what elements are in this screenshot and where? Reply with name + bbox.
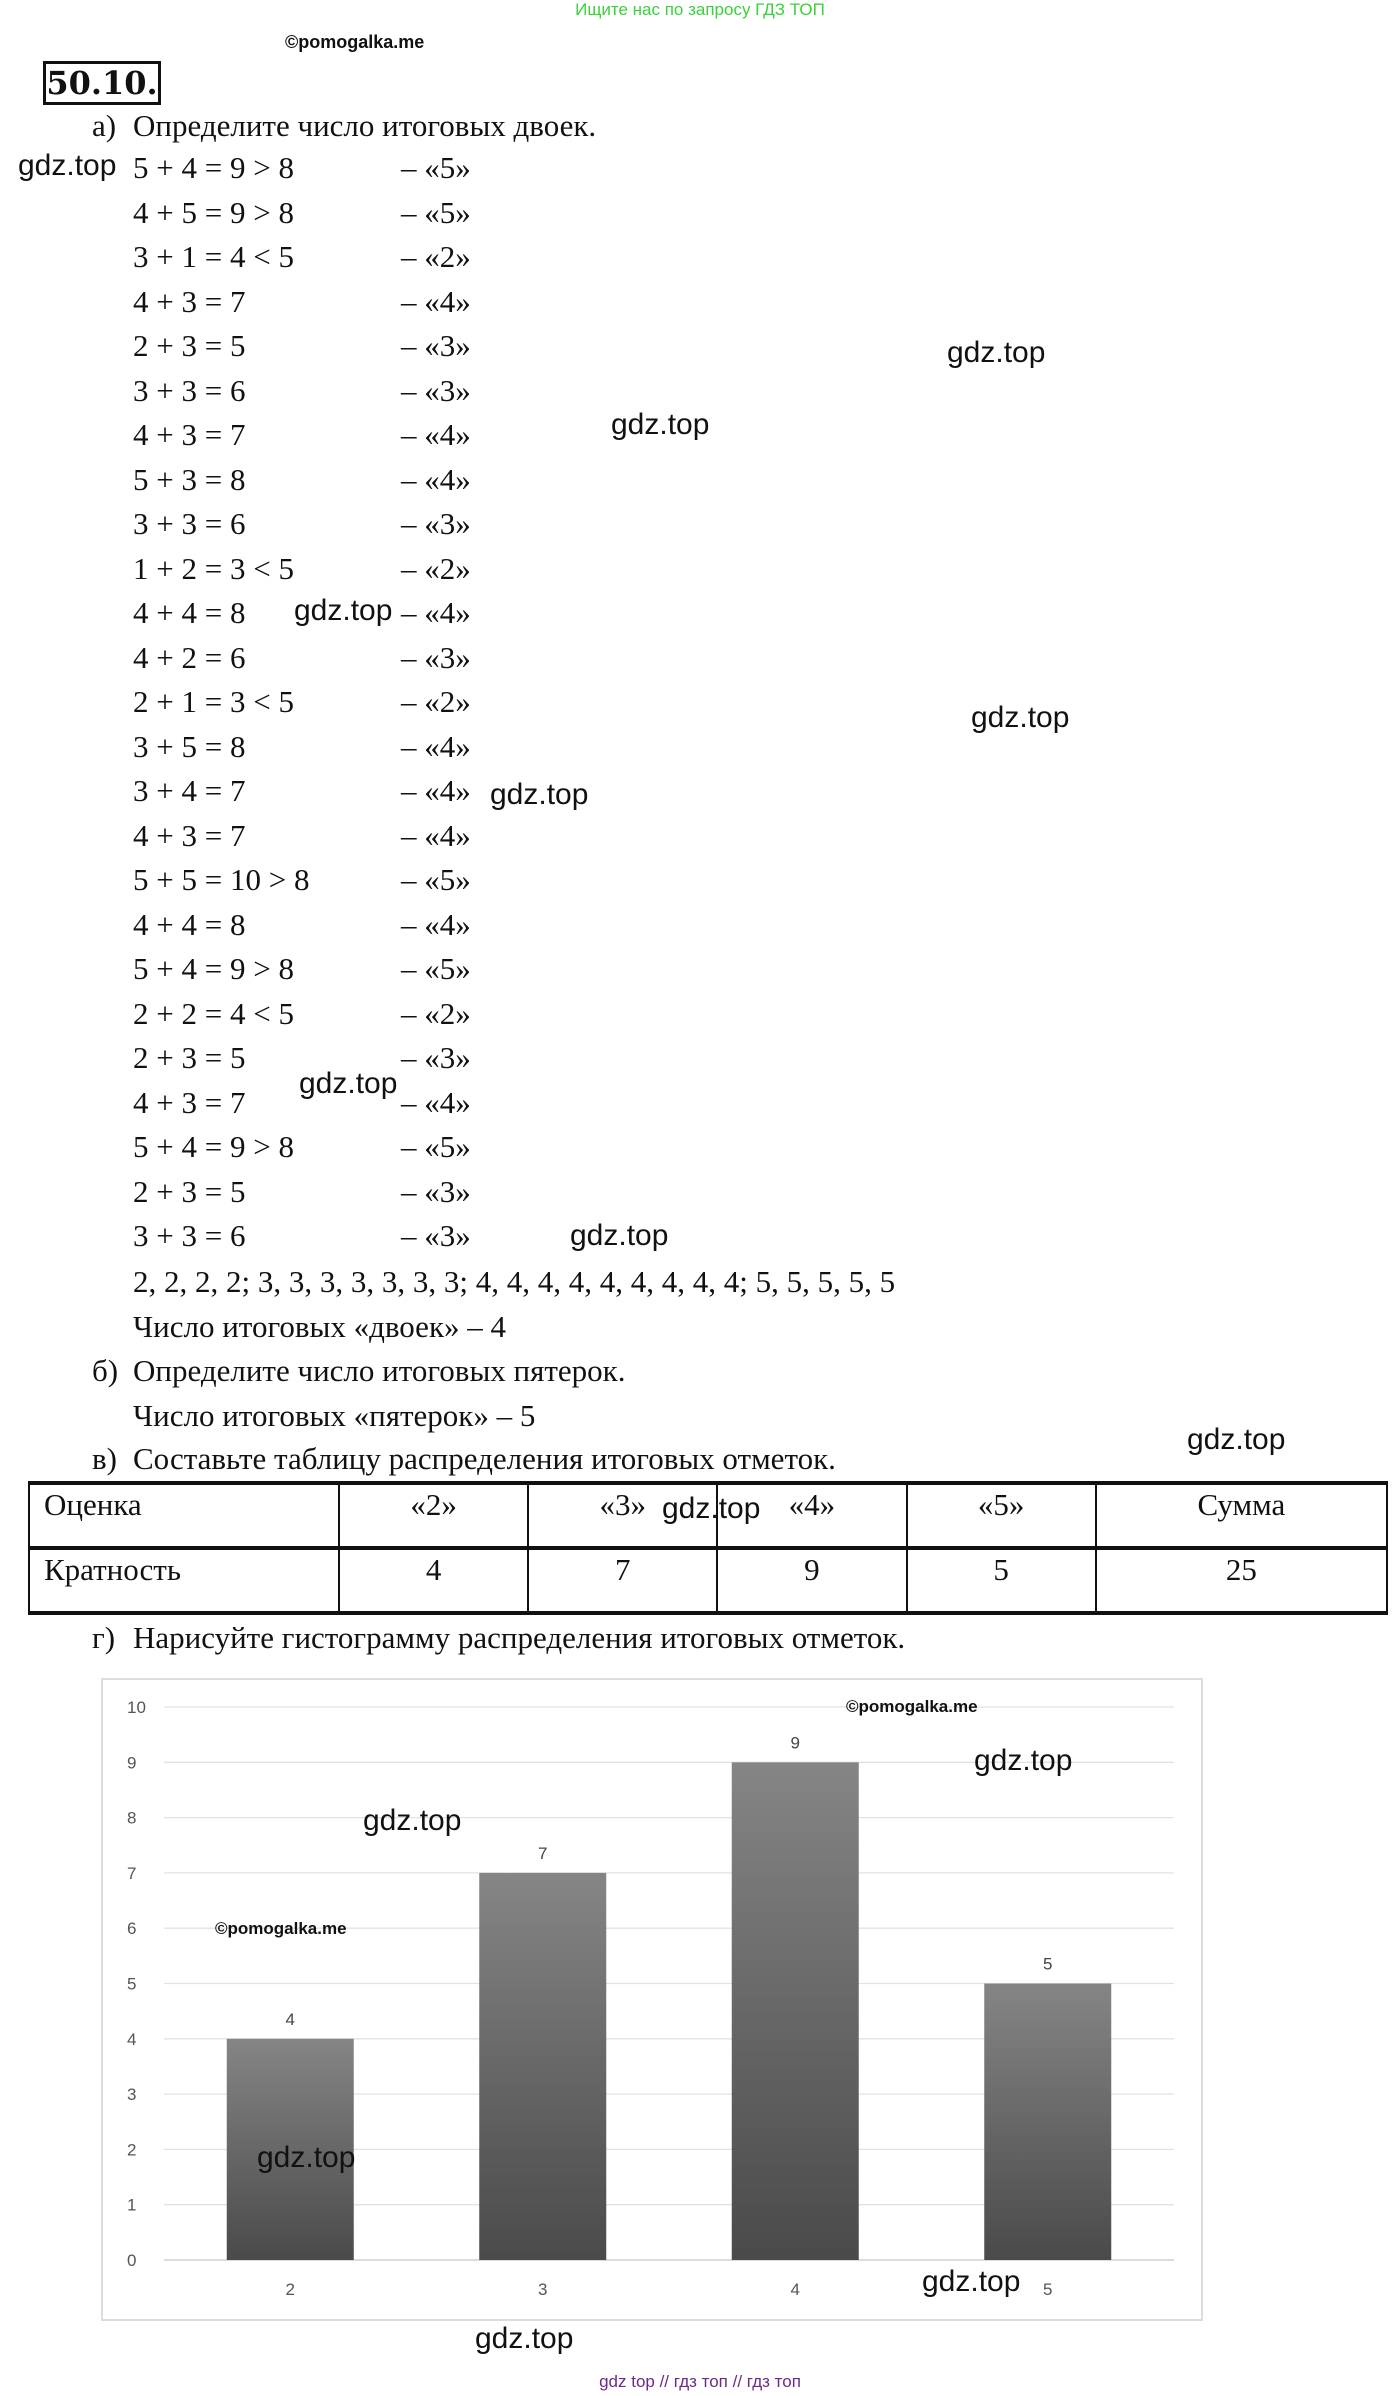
part-v-title: Составьте таблицу распределения итоговых отметок. (133, 1441, 836, 1476)
calculation-grade: – «3» (401, 1218, 471, 1253)
gdz-watermark: gdz.top (363, 1804, 462, 1837)
grade-sequence: 2, 2, 2, 2; 3, 3, 3, 3, 3, 3, 3; 4, 4, 4, 4, 4, 4, 4, 4, 4; 5, 5, 5, 5, 5 (133, 1264, 896, 1299)
calculation-grade: – «2» (401, 684, 471, 719)
y-tick-label: 0 (127, 2251, 137, 2270)
gdz-watermark: gdz.top (922, 2265, 1021, 2298)
y-tick-label: 8 (127, 1808, 137, 1828)
bar-value-label: 5 (1043, 1954, 1053, 1974)
part-g-title: Нарисуйте гистограмму распределения итоговых отметок. (133, 1620, 906, 1655)
copyright-watermark: ©pomogalka.me (285, 32, 425, 52)
task-number: 50.10. (43, 61, 161, 105)
calculation-grade: – «5» (401, 194, 471, 230)
footer-links[interactable]: gdz top // гдз топ // гдз топ (599, 2372, 801, 2391)
y-tick-label: 7 (127, 1863, 137, 1883)
gdz-watermark: gdz.top (570, 1219, 669, 1252)
calculation-expression: 3 + 3 = 6 (133, 1218, 246, 1253)
part-a-label: а) (92, 108, 117, 143)
table-row (29, 1548, 1387, 1613)
table-cell: «5» (907, 1483, 1096, 1548)
y-tick-label: 10 (127, 1698, 146, 1717)
y-tick-label: 4 (127, 2029, 137, 2049)
calculation-expression: 4 + 3 = 7 (133, 283, 246, 319)
calculation-grade: – «4» (401, 283, 471, 319)
x-tick-label: 2 (285, 2280, 295, 2299)
bar-value-label: 9 (790, 1733, 800, 1753)
calculation-expression: 3 + 1 = 4 < 5 (133, 239, 294, 274)
calculation-expression: 4 + 4 = 8 (133, 595, 246, 630)
calculation-grade: – «3» (401, 372, 471, 408)
gdz-watermark: gdz.top (18, 149, 117, 182)
calculation-grade: – «4» (401, 817, 471, 853)
calculation-grade: – «5» (401, 1129, 471, 1164)
calculation-grade: – «4» (401, 773, 471, 808)
bar-value-label: 7 (538, 1843, 548, 1863)
table-cell: «3» (528, 1483, 717, 1548)
calculation-expression: 4 + 3 = 7 (133, 417, 246, 452)
calculation-grade: – «4» (401, 461, 471, 497)
calculation-expression: 3 + 3 = 6 (133, 506, 246, 541)
part-v-label: в) (92, 1441, 117, 1476)
calculation-grade: – «3» (401, 639, 471, 675)
calculation-expression: 5 + 4 = 9 > 8 (133, 1129, 294, 1164)
calculation-grade: – «4» (401, 906, 471, 942)
calculation-expression: 3 + 4 = 7 (133, 773, 246, 808)
calculation-grade: – «2» (401, 239, 471, 274)
calculation-grade: – «2» (401, 550, 471, 586)
calculation-expression: 5 + 3 = 8 (133, 461, 246, 497)
calculation-grade: – «4» (401, 1084, 471, 1120)
calculation-expression: 4 + 2 = 6 (133, 639, 246, 675)
gdz-watermark: gdz.top (947, 336, 1046, 369)
calculation-expression: 5 + 4 = 9 > 8 (133, 150, 294, 185)
calculation-expression: 2 + 3 = 5 (133, 328, 246, 363)
calculation-expression: 4 + 4 = 8 (133, 906, 246, 942)
calculation-expression: 1 + 2 = 3 < 5 (133, 550, 294, 586)
gdz-watermark: gdz.top (662, 1492, 761, 1525)
calculation-expression: 2 + 2 = 4 < 5 (133, 995, 294, 1031)
gdz-watermark: gdz.top (490, 778, 589, 811)
calculation-grade: – «4» (401, 595, 471, 630)
y-tick-label: 6 (127, 1919, 137, 1939)
calculation-expression: 2 + 3 = 5 (133, 1040, 246, 1075)
gdz-watermark: gdz.top (611, 408, 710, 441)
x-tick-label: 3 (538, 2280, 548, 2299)
calculation-expression: 4 + 5 = 9 > 8 (133, 194, 294, 230)
calculation-expression: 2 + 1 = 3 < 5 (133, 684, 294, 719)
gdz-watermark: gdz.top (299, 1067, 398, 1100)
table-cell: 5 (907, 1548, 1096, 1613)
chart-copyright-watermark: ©pomogalka.me (846, 1697, 978, 1716)
y-tick-label: 2 (127, 2140, 137, 2160)
part-b-title: Определите число итоговых пятерок. (133, 1353, 626, 1388)
y-tick-label: 9 (127, 1753, 137, 1773)
calculation-grade: – «3» (401, 328, 471, 363)
y-tick-label: 3 (127, 2085, 137, 2105)
bar (732, 1762, 859, 2260)
search-hint-link[interactable]: Ищите нас по запросу ГДЗ ТОП (575, 0, 825, 19)
x-tick-label: 5 (1043, 2280, 1053, 2299)
bar-value-label: 4 (285, 2009, 295, 2029)
table-cell: 4 (339, 1548, 528, 1613)
x-tick-label: 4 (790, 2280, 800, 2299)
chart-copyright-watermark-2: ©pomogalka.me (215, 1919, 347, 1938)
table-cell: «4» (717, 1483, 906, 1548)
calculation-grade: – «5» (401, 150, 471, 185)
calculation-grade: – «5» (401, 951, 471, 986)
calculation-grade: – «4» (401, 728, 471, 764)
y-tick-label: 1 (127, 2195, 137, 2215)
part-g-label: г) (92, 1620, 116, 1655)
calculation-grade: – «3» (401, 506, 471, 541)
calculation-grade: – «4» (401, 417, 471, 452)
calculation-expression: 5 + 4 = 9 > 8 (133, 951, 294, 986)
calculation-expression: 3 + 3 = 6 (133, 372, 246, 408)
gdz-watermark: gdz.top (294, 594, 393, 627)
gdz-watermark: gdz.top (475, 2322, 574, 2355)
calculation-grade: – «2» (401, 995, 471, 1031)
table-cell: Сумма (1096, 1483, 1387, 1548)
bar (479, 1873, 606, 2260)
calculation-expression: 4 + 3 = 7 (133, 1084, 246, 1120)
gdz-watermark: gdz.top (257, 2141, 356, 2174)
calculation-expression: 5 + 5 = 10 > 8 (133, 862, 310, 897)
table-cell: 25 (1096, 1548, 1387, 1613)
bar (984, 1984, 1111, 2261)
part-a-answer: Число итоговых «двоек» – 4 (133, 1309, 506, 1344)
gdz-watermark: gdz.top (1187, 1423, 1286, 1456)
calculation-grade: – «3» (401, 1173, 471, 1209)
table-cell: Кратность (29, 1548, 339, 1613)
part-b-answer: Число итоговых «пятерок» – 5 (133, 1398, 536, 1433)
table-cell: «2» (339, 1483, 528, 1548)
gdz-watermark: gdz.top (974, 1744, 1073, 1777)
calculation-expression: 2 + 3 = 5 (133, 1173, 246, 1209)
y-tick-label: 5 (127, 1974, 137, 1994)
table-cell: 9 (717, 1548, 906, 1613)
calculation-grade: – «3» (401, 1040, 471, 1075)
calculation-expression: 4 + 3 = 7 (133, 817, 246, 853)
calculation-expression: 3 + 5 = 8 (133, 728, 246, 764)
table-cell: 7 (528, 1548, 717, 1613)
part-b-label: б) (92, 1353, 119, 1388)
table-cell: Оценка (29, 1483, 339, 1548)
calculation-grade: – «5» (401, 862, 471, 897)
gdz-watermark: gdz.top (971, 701, 1070, 734)
part-a-title: Определите число итоговых двоек. (133, 108, 597, 143)
